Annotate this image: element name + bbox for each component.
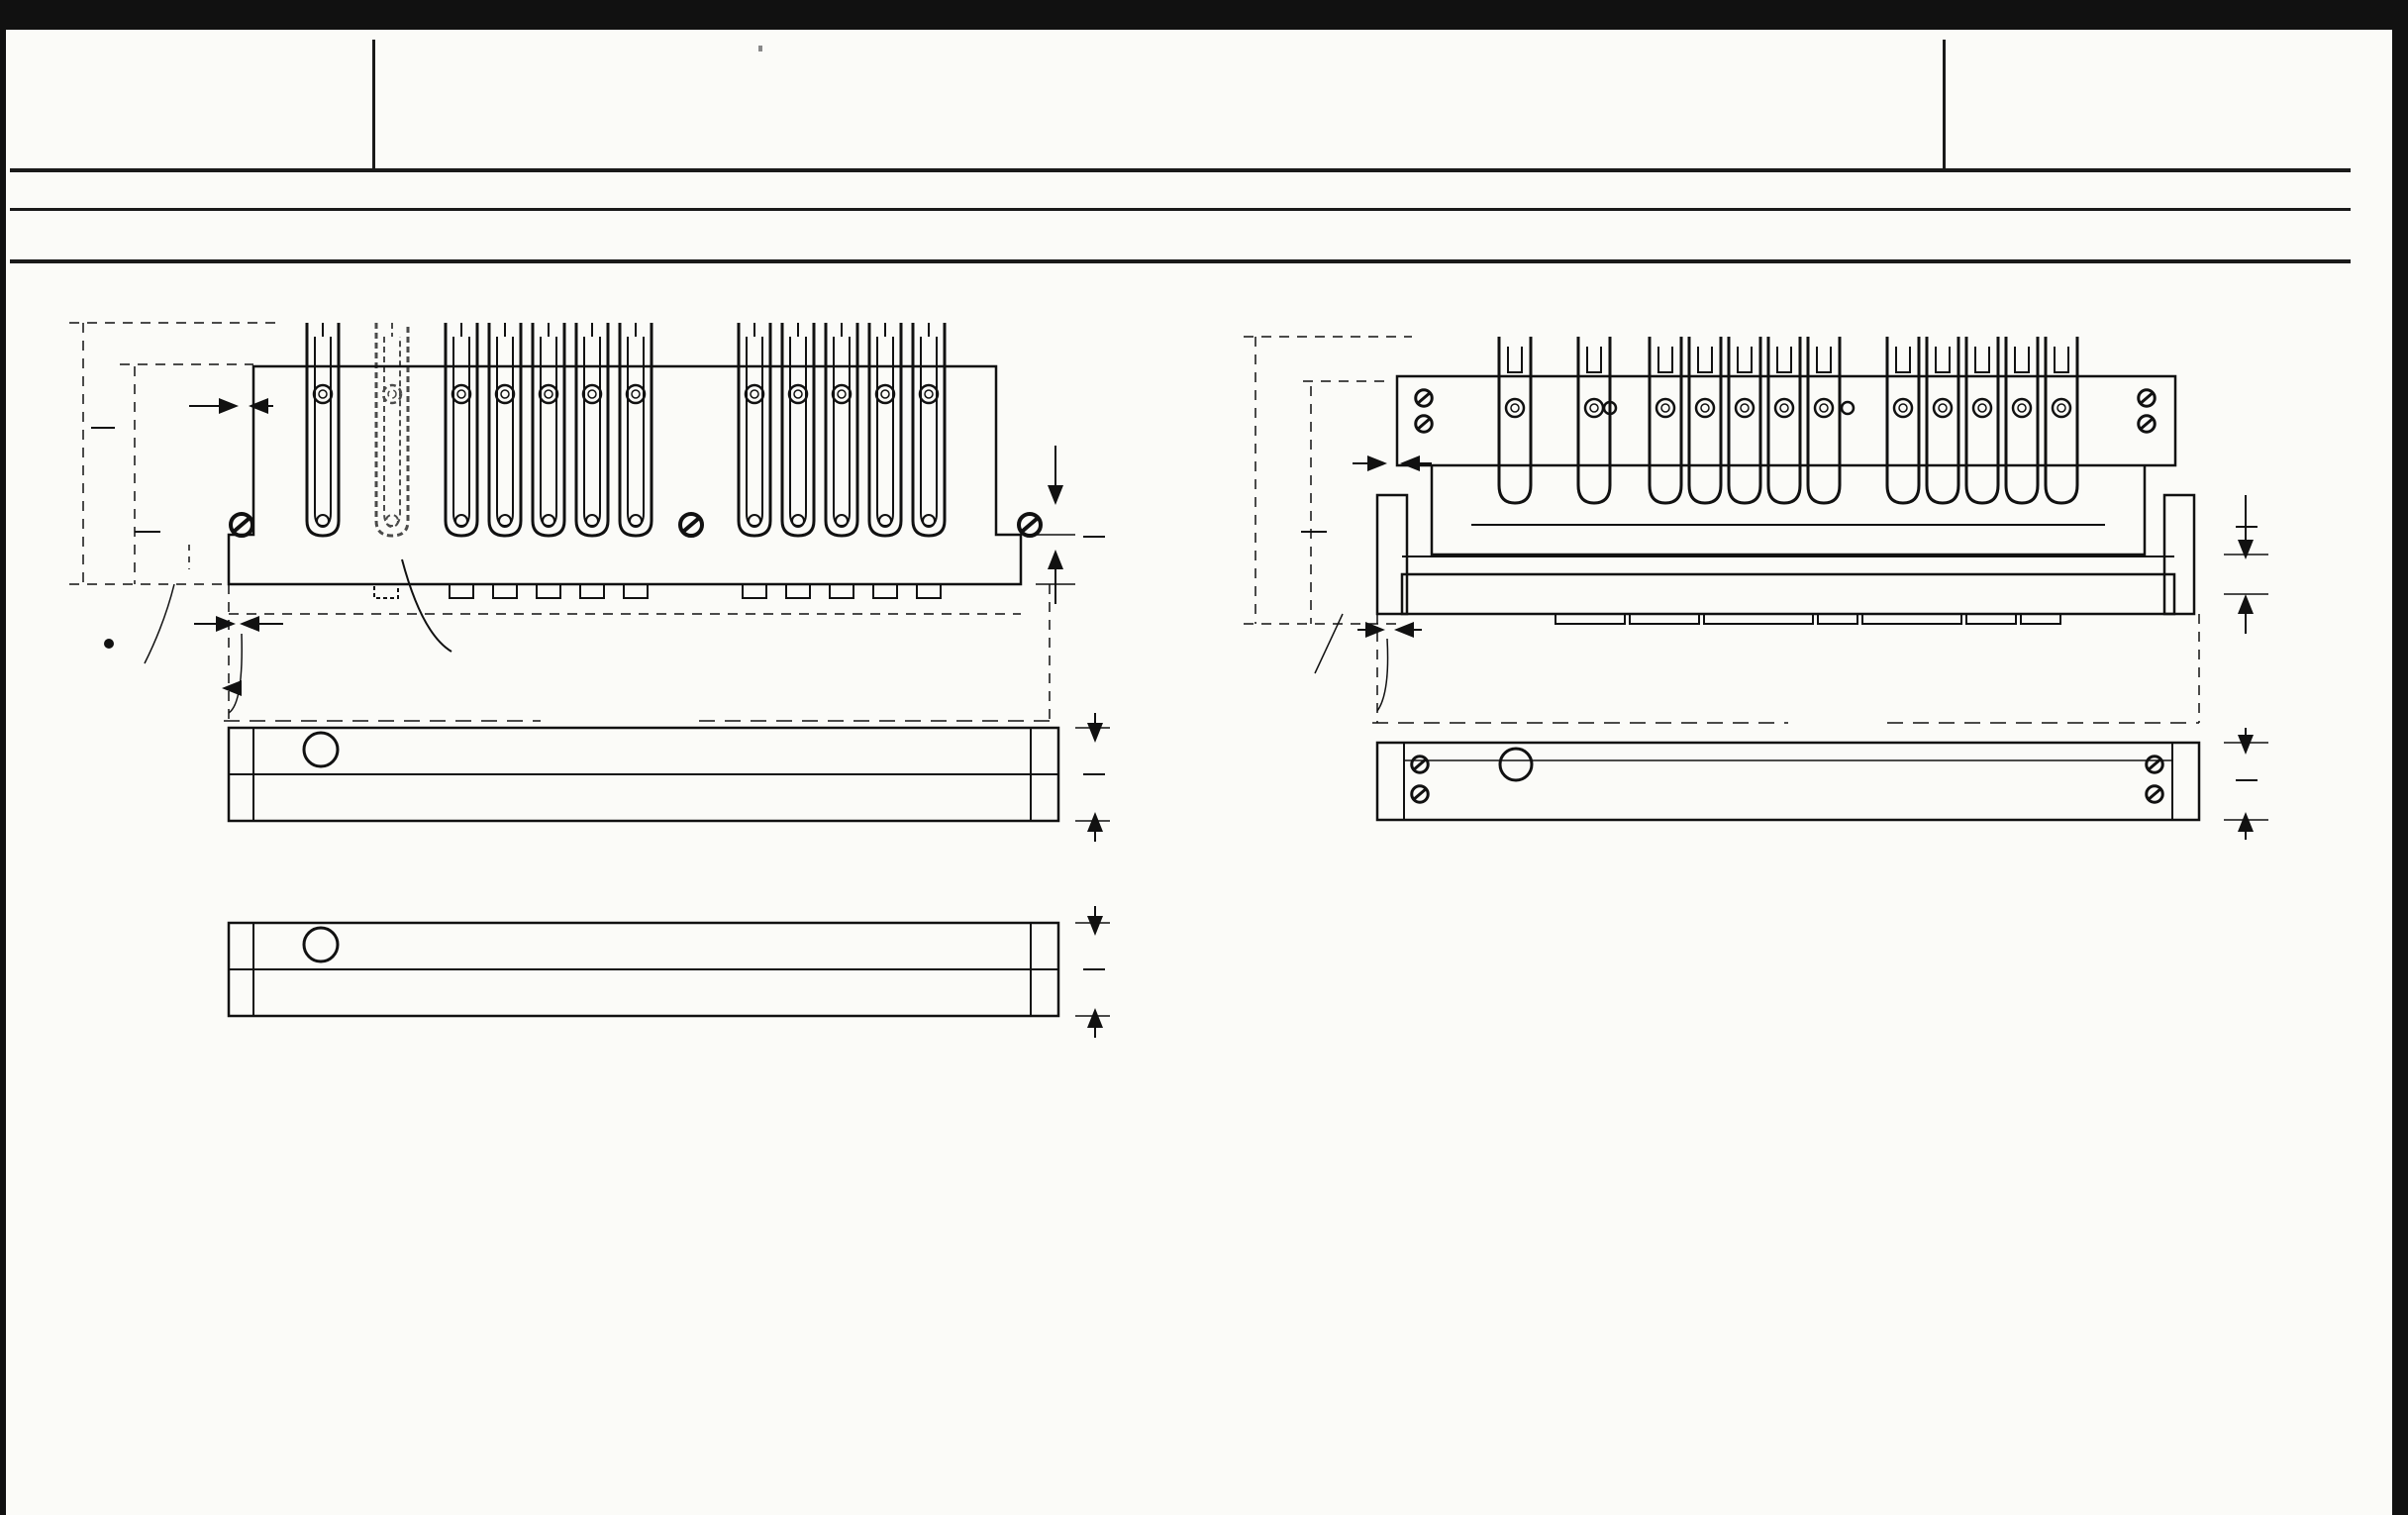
left-elevation-drawing	[69, 323, 1105, 723]
strip-6b-drawing	[229, 906, 1110, 1038]
strip-6c-drawing	[1377, 728, 2268, 840]
technical-drawings	[6, 30, 2392, 1317]
catalog-card	[6, 30, 2392, 1515]
right-elevation-drawing	[1244, 337, 2268, 723]
strip-6a-drawing	[229, 713, 1110, 842]
